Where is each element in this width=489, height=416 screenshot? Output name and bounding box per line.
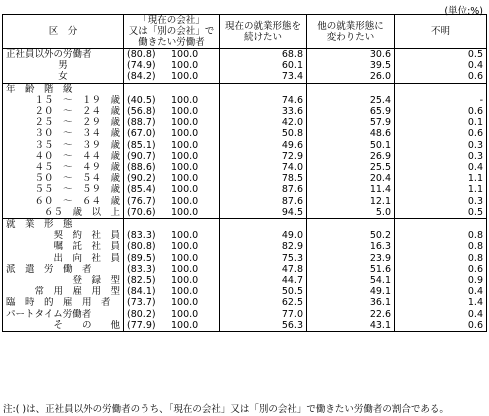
row-label: 嘱 託 社 員	[53, 241, 120, 253]
unknown-cell: 0.8	[395, 230, 487, 241]
unknown-cell: 0.6	[395, 71, 487, 83]
change-cell: 5.0	[307, 207, 395, 219]
table-row	[3, 219, 487, 231]
row-label: 契 約 社 員	[53, 230, 120, 242]
share-cell	[124, 275, 220, 286]
keep-cell: 74.6	[220, 95, 307, 106]
table-row	[3, 253, 487, 264]
header-category: 区 分	[3, 15, 124, 49]
row-label: そ の 他	[53, 319, 120, 331]
table-row	[3, 320, 487, 332]
change-cell: 16.3	[307, 241, 395, 252]
total-value: 100.0	[171, 49, 199, 60]
row-label: ２０ ～ ２４ 歳	[34, 106, 120, 118]
unknown-cell: 0.6	[395, 320, 487, 332]
total-value: 100.0	[171, 206, 199, 218]
unknown-cell: 0.8	[395, 241, 487, 252]
unknown-cell: 0.9	[395, 275, 487, 286]
share-cell	[124, 264, 220, 275]
row-label: ４０ ～ ４４ 歳	[34, 150, 120, 162]
header-share: 「現在の会社」 又は「別の会社」で 働きたい労働者	[124, 15, 220, 49]
table-body	[3, 49, 487, 332]
change-cell: 12.1	[307, 196, 395, 207]
share-percent: (80.8)	[127, 49, 156, 60]
unknown-cell: -	[395, 95, 487, 106]
row-label: 常 用 雇 用 型	[34, 286, 120, 298]
row-label: ２５ ～ ２９ 歳	[34, 117, 120, 129]
row-label: ４５ ～ ４９ 歳	[34, 162, 120, 174]
total-value: 100.0	[171, 94, 199, 106]
keep-cell: 56.3	[220, 320, 307, 332]
table-row	[3, 173, 487, 184]
table-row	[3, 207, 487, 219]
total-value: 100.0	[171, 71, 199, 83]
table-row	[3, 230, 487, 241]
change-cell: 51.6	[307, 264, 395, 275]
share-percent: (83.3)	[127, 263, 156, 275]
unit-label: (単位:%)	[444, 6, 483, 17]
change-cell: 30.6	[307, 49, 395, 61]
row-label: ６５ 歳 以 上	[43, 206, 120, 218]
keep-cell: 68.8	[220, 49, 307, 61]
table-row	[3, 151, 487, 162]
header-row	[3, 15, 487, 49]
keep-cell: 75.3	[220, 253, 307, 264]
share-cell	[124, 106, 220, 117]
table-row	[3, 184, 487, 195]
total-value: 100.0	[171, 275, 199, 287]
table-row	[3, 241, 487, 252]
table-row	[3, 297, 487, 308]
share-cell	[124, 140, 220, 151]
unknown-cell: 0.3	[395, 140, 487, 151]
table-row	[3, 275, 487, 286]
change-cell: 25.4	[307, 95, 395, 106]
total-value: 100.0	[171, 230, 199, 242]
change-cell	[307, 83, 395, 95]
row-label: ５５ ～ ５９ 歳	[34, 184, 120, 196]
share-cell	[124, 162, 220, 173]
change-cell: 50.1	[307, 140, 395, 151]
row-label: ５０ ～ ５４ 歳	[34, 173, 120, 185]
unknown-cell: 0.4	[395, 286, 487, 297]
share-percent: (67.0)	[127, 128, 156, 140]
share-percent: (90.7)	[127, 150, 156, 162]
total-value: 100.0	[171, 195, 199, 207]
change-cell: 43.1	[307, 320, 395, 332]
row-label: 男	[58, 60, 68, 72]
share-percent: (40.5)	[127, 94, 156, 106]
unknown-cell: 0.3	[395, 196, 487, 207]
total-value: 100.0	[171, 184, 199, 196]
share-cell	[124, 151, 220, 162]
keep-cell: 44.7	[220, 275, 307, 286]
share-percent: (90.2)	[127, 173, 156, 185]
total-value: 100.0	[171, 150, 199, 162]
change-cell: 39.5	[307, 60, 395, 71]
total-value: 100.0	[171, 162, 199, 174]
unknown-cell: 0.8	[395, 253, 487, 264]
share-percent: (83.3)	[127, 230, 156, 242]
share-cell	[124, 117, 220, 128]
change-cell: 50.2	[307, 230, 395, 241]
table-row	[3, 71, 487, 83]
keep-cell: 73.4	[220, 71, 307, 83]
change-cell: 36.1	[307, 297, 395, 308]
row-label: 派 遣 労 働 者	[6, 263, 92, 275]
keep-cell: 87.6	[220, 196, 307, 207]
row-label: 女	[58, 71, 68, 83]
row-label: 正社員以外の労働者	[3, 49, 124, 61]
unknown-cell: 0.5	[395, 49, 487, 61]
share-percent: (77.9)	[127, 319, 156, 331]
keep-cell: 49.6	[220, 140, 307, 151]
table-row	[3, 286, 487, 297]
keep-cell: 42.0	[220, 117, 307, 128]
share-cell	[124, 184, 220, 195]
change-cell	[307, 219, 395, 231]
share-cell	[124, 71, 220, 83]
share-cell	[124, 320, 220, 332]
total-value: 100.0	[171, 60, 199, 72]
table-row	[3, 83, 487, 95]
share-cell	[124, 207, 220, 219]
share-percent: (85.1)	[127, 139, 156, 151]
total-value: 100.0	[171, 319, 199, 331]
total-value: 100.0	[171, 286, 199, 298]
share-cell	[124, 253, 220, 264]
row-label: ３０ ～ ３４ 歳	[34, 128, 120, 140]
table-row	[3, 196, 487, 207]
share-cell	[124, 241, 220, 252]
share-percent: (76.7)	[127, 195, 156, 207]
keep-cell: 47.8	[220, 264, 307, 275]
change-cell: 49.1	[307, 286, 395, 297]
share-cell	[124, 49, 220, 61]
total-value: 100.0	[171, 173, 199, 185]
total-value: 100.0	[171, 241, 199, 253]
keep-cell: 77.0	[220, 309, 307, 320]
share-cell	[124, 128, 220, 139]
total-value: 100.0	[171, 106, 199, 118]
header-unknown: 不明	[395, 15, 487, 49]
change-cell: 25.5	[307, 162, 395, 173]
share-percent: (70.6)	[127, 206, 156, 218]
keep-cell: 72.9	[220, 151, 307, 162]
share-cell	[124, 173, 220, 184]
unknown-cell: 0.4	[395, 309, 487, 320]
share-cell	[124, 309, 220, 320]
total-value: 100.0	[171, 263, 199, 275]
unknown-cell: 0.6	[395, 106, 487, 117]
row-label: １５ ～ １９ 歳	[34, 94, 120, 106]
change-cell: 54.1	[307, 275, 395, 286]
unknown-cell	[395, 219, 487, 231]
keep-cell: 94.5	[220, 207, 307, 219]
table-row	[3, 140, 487, 151]
total-value: 100.0	[171, 297, 199, 309]
change-cell: 26.9	[307, 151, 395, 162]
row-label: パートタイム労働者	[6, 308, 92, 320]
total-value: 100.0	[171, 117, 199, 129]
share-percent: (80.2)	[127, 308, 156, 320]
keep-cell: 60.1	[220, 60, 307, 71]
change-cell: 65.9	[307, 106, 395, 117]
total-value: 100.0	[171, 128, 199, 140]
share-percent: (82.5)	[127, 275, 156, 287]
row-label: ６０ ～ ６４ 歳	[34, 195, 120, 207]
keep-cell: 87.6	[220, 184, 307, 195]
unknown-cell: 0.6	[395, 128, 487, 139]
share-cell	[124, 219, 220, 231]
change-cell: 11.4	[307, 184, 395, 195]
change-cell: 57.9	[307, 117, 395, 128]
unknown-cell: 1.1	[395, 173, 487, 184]
row-label: 就 業 形 態	[3, 219, 124, 231]
share-cell	[124, 196, 220, 207]
table-row	[3, 117, 487, 128]
table-row	[3, 49, 487, 61]
unknown-cell: 0.4	[395, 162, 487, 173]
share-cell	[124, 297, 220, 308]
share-percent: (85.4)	[127, 184, 156, 196]
unknown-cell: 1.1	[395, 184, 487, 195]
share-cell	[124, 60, 220, 71]
share-percent: (74.9)	[127, 60, 156, 72]
share-percent: (88.7)	[127, 117, 156, 129]
share-percent: (88.6)	[127, 162, 156, 174]
row-label: ３５ ～ ３９ 歳	[34, 139, 120, 151]
change-cell: 26.0	[307, 71, 395, 83]
table-row	[3, 128, 487, 139]
unknown-cell: 0.3	[395, 151, 487, 162]
unknown-cell: 1.4	[395, 297, 487, 308]
keep-cell: 62.5	[220, 297, 307, 308]
keep-cell	[220, 219, 307, 231]
keep-cell	[220, 83, 307, 95]
share-cell	[124, 95, 220, 106]
unknown-cell: 0.5	[395, 207, 487, 219]
share-percent: (80.8)	[127, 241, 156, 253]
unknown-cell: 0.1	[395, 117, 487, 128]
total-value: 100.0	[171, 252, 199, 264]
share-cell	[124, 230, 220, 241]
change-cell: 23.9	[307, 253, 395, 264]
unknown-cell: 0.6	[395, 264, 487, 275]
unknown-cell: 0.4	[395, 60, 487, 71]
header-change: 他の就業形態に 変わりたい	[307, 15, 395, 49]
share-cell	[124, 83, 220, 95]
share-percent: (84.1)	[127, 286, 156, 298]
total-value: 100.0	[171, 139, 199, 151]
footnote: 注:( )は、正社員以外の労働者のうち、「現在の会社」又は「別の会社」で働きたい労働者の割合である。	[3, 404, 449, 415]
row-label: 臨 時 的 雇 用 者	[6, 297, 111, 309]
row-label: 登 録 型	[72, 275, 120, 287]
keep-cell: 33.6	[220, 106, 307, 117]
header-keep: 現在の就業形態を 続けたい	[220, 15, 307, 49]
change-cell: 48.6	[307, 128, 395, 139]
change-cell: 22.6	[307, 309, 395, 320]
change-cell: 20.4	[307, 173, 395, 184]
share-percent: (73.7)	[127, 297, 156, 309]
unknown-cell	[395, 83, 487, 95]
share-cell	[124, 286, 220, 297]
table-row	[3, 309, 487, 320]
keep-cell: 50.5	[220, 286, 307, 297]
row-label: 年 齢 階 級	[3, 83, 124, 95]
table-row	[3, 264, 487, 275]
keep-cell: 74.0	[220, 162, 307, 173]
table-row	[3, 162, 487, 173]
keep-cell: 50.8	[220, 128, 307, 139]
keep-cell: 78.5	[220, 173, 307, 184]
share-percent: (89.5)	[127, 252, 156, 264]
share-percent: (84.2)	[127, 71, 156, 83]
data-table	[2, 14, 487, 332]
keep-cell: 49.0	[220, 230, 307, 241]
table-row	[3, 106, 487, 117]
total-value: 100.0	[171, 308, 199, 320]
share-percent: (56.8)	[127, 106, 156, 118]
row-label: 出 向 社 員	[53, 252, 120, 264]
keep-cell: 82.9	[220, 241, 307, 252]
table-row	[3, 95, 487, 106]
table-row	[3, 60, 487, 71]
